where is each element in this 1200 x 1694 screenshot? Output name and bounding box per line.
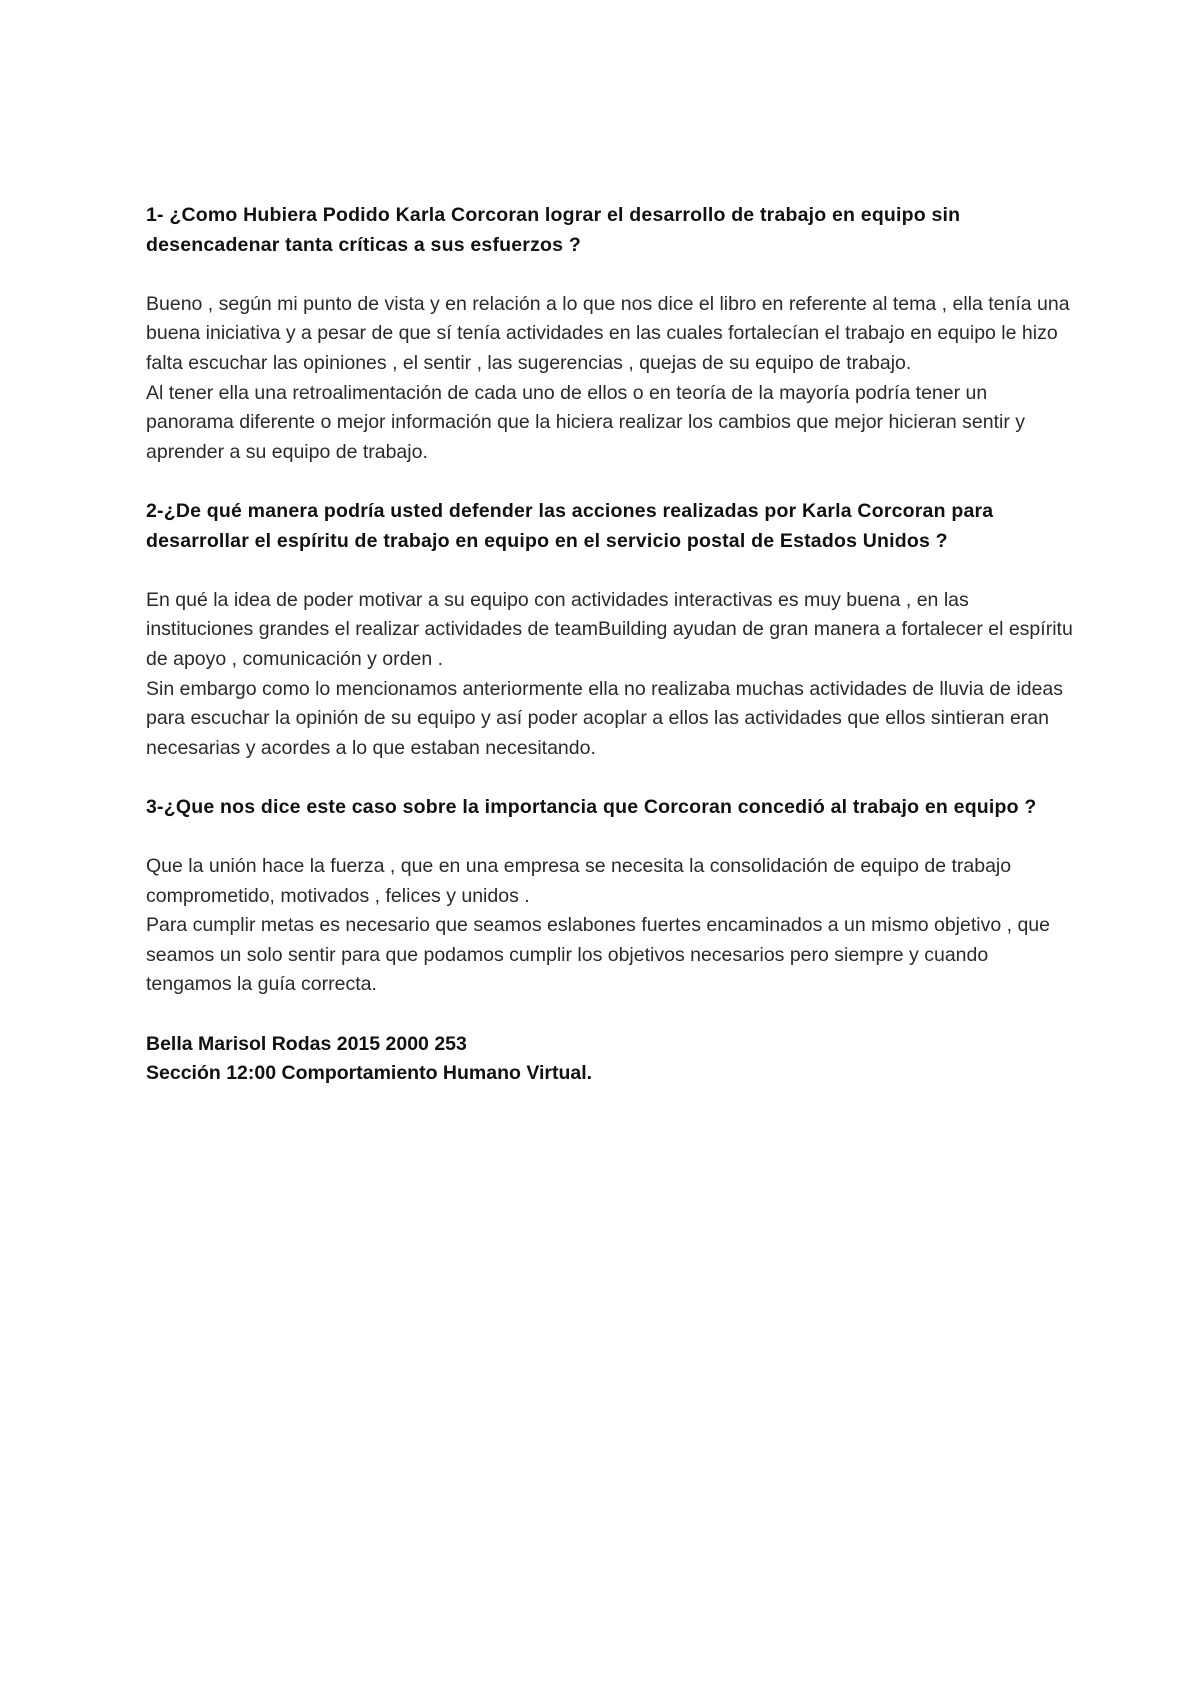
spacer bbox=[146, 763, 1076, 793]
answer-1 bbox=[146, 290, 1076, 468]
signature-block bbox=[146, 1030, 1076, 1089]
question-3: 3-¿Que nos dice este caso sobre la importancia que Corcoran concedió al trabajo en equipo ? bbox=[146, 795, 1037, 818]
answer-2-paragraph-1: En qué la idea de poder motivar a su equipo con actividades interactivas es muy buena , en las instituciones grandes el realizar actividades de teamBuilding ayudan de gran manera a fortalecer el espíritu de apoyo , comunicación y orden . bbox=[146, 588, 1073, 670]
spacer bbox=[146, 822, 1076, 852]
question-1: 1- ¿Como Hubiera Podido Karla Corcoran lograr el desarrollo de trabajo en equipo sin desencadenar tanta críticas a sus esfuerzos ? bbox=[146, 204, 961, 256]
spacer bbox=[146, 556, 1076, 586]
answer-2 bbox=[146, 586, 1076, 764]
answer-3-paragraph-1: Que la unión hace la fuerza , que en una empresa se necesita la consolidación de equipo de trabajo comprometido, motivados , felices y unidos . bbox=[146, 855, 1012, 907]
spacer bbox=[146, 467, 1076, 497]
document-page bbox=[146, 201, 1076, 1089]
answer-1-paragraph-2: Al tener ella una retroalimentación de cada uno de ellos o en teoría de la mayoría podría tener un panorama diferente o mejor información que la hiciera realizar los cambios que mejor hicieran sentir y aprender a su equipo de trabajo. bbox=[146, 381, 1026, 463]
answer-3 bbox=[146, 852, 1076, 1000]
answer-2-paragraph-2: Sin embargo como lo mencionamos anteriormente ella no realizaba muchas actividades de lluvia de ideas para escuchar la opinión de su equipo y así poder acoplar a ellos las actividades que ellos sintieran eran necesarias y acordes a lo que estaban necesitando. bbox=[146, 677, 1064, 759]
signature-section: Sección 12:00 Comportamiento Humano Virtual. bbox=[146, 1062, 593, 1085]
spacer bbox=[146, 1000, 1076, 1030]
question-2: 2-¿De qué manera podría usted defender las acciones realizadas por Karla Corcoran para desarrollar el espíritu de trabajo en equipo en el servicio postal de Estados Unidos ? bbox=[146, 499, 994, 552]
answer-3-paragraph-2: Para cumplir metas es necesario que seamos eslabones fuertes encaminados a un mismo objetivo , que seamos un solo sentir para que podamos cumplir los objetivos necesarios pero siempre y cuando tengamos la guía correcta. bbox=[146, 914, 1050, 996]
signature-name: Bella Marisol Rodas 2015 2000 253 bbox=[146, 1032, 467, 1055]
spacer bbox=[146, 260, 1076, 290]
answer-1-paragraph-1: Bueno , según mi punto de vista y en relación a lo que nos dice el libro en referente al tema , ella tenía una buena iniciativa y a pesar de que sí tenía actividades en las cuales fortalecían el trabajo en equipo le hizo falta escuchar las opiniones , el sentir , las sugerencias , quejas de su equipo de trabajo. bbox=[146, 292, 1070, 374]
